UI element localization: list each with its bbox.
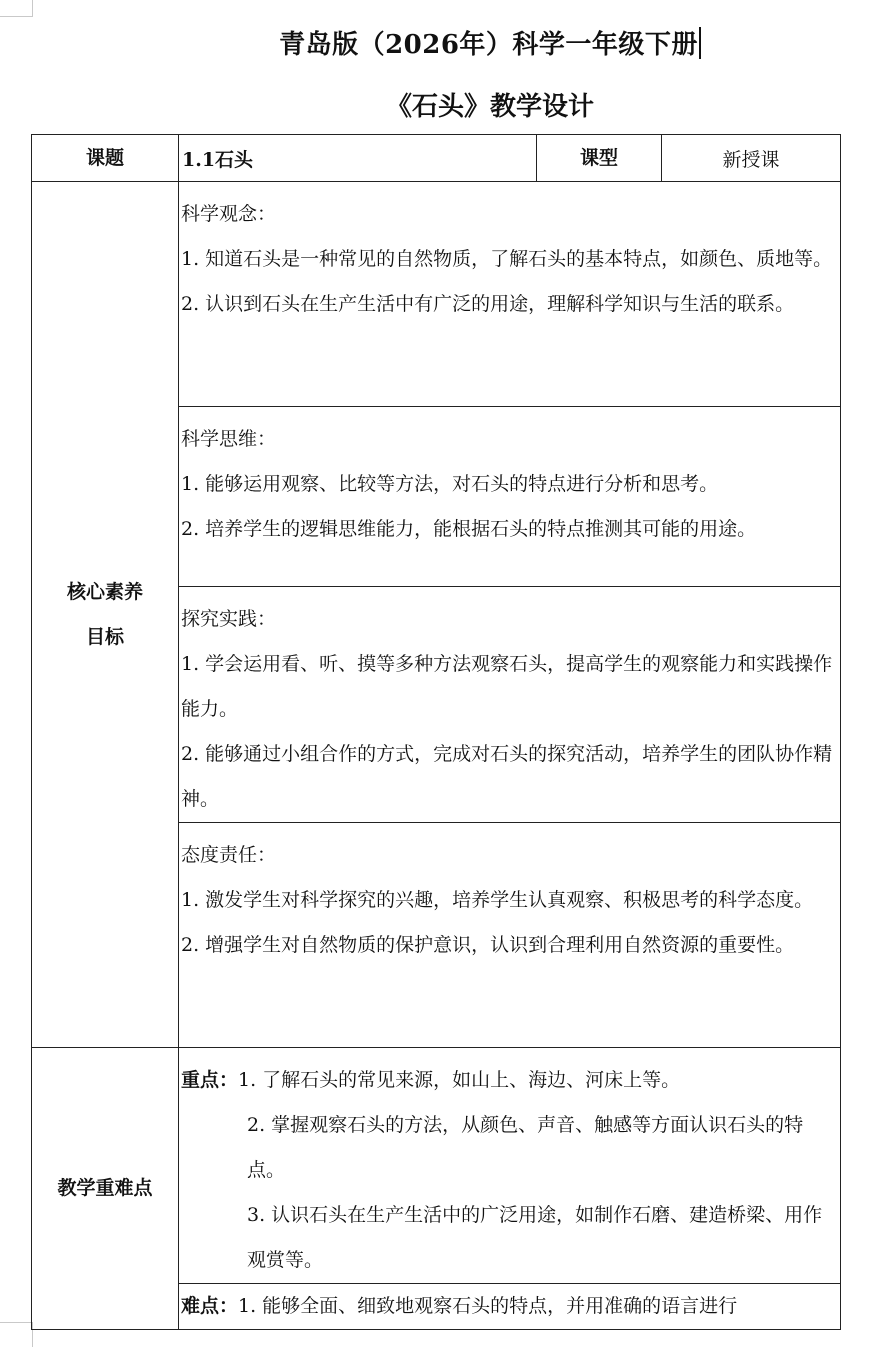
core-label-line1: 核心素养 xyxy=(66,580,143,603)
focus-item: 2. 掌握观察石头的方法，从颜色、声音、触感等方面认识石头的特点。 xyxy=(247,1114,804,1181)
focus-cell[interactable] xyxy=(179,1048,841,1284)
type-value-cell[interactable]: 新授课 xyxy=(662,135,841,182)
section-heading: 探究实践： xyxy=(181,608,277,630)
key-difficulty-label-cell[interactable]: 教学重难点 xyxy=(32,1048,179,1330)
list-item: 2. 认识到石头在生产生活中有广泛的用途，理解科学知识与生活的联系。 xyxy=(181,293,795,315)
focus-label: 重点： xyxy=(181,1069,239,1091)
science-concept-cell[interactable] xyxy=(179,182,841,407)
list-item: 1. 学会运用看、听、摸等多种方法观察石头，提高学生的观察能力和实践操作能力。 xyxy=(181,653,833,720)
page-corner-mark-top xyxy=(0,0,33,17)
list-item: 2. 培养学生的逻辑思维能力，能根据石头的特点推测其可能的用途。 xyxy=(181,518,757,540)
page-corner-mark-bottom xyxy=(0,1322,33,1347)
focus-item: 3. 认识石头在生产生活中的广泛用途，如制作石磨、建造桥梁、用作观赏等。 xyxy=(247,1204,823,1271)
inquiry-practice-cell[interactable] xyxy=(179,587,841,823)
document-title[interactable]: 青岛版（2026年）科学一年级下册 xyxy=(0,24,878,61)
science-thinking-cell[interactable] xyxy=(179,407,841,587)
section-heading: 科学思维： xyxy=(181,428,277,450)
text-cursor xyxy=(699,27,701,59)
section-heading: 态度责任： xyxy=(181,844,277,866)
difficulty-item: 难点：1. 能够全面、细致地观察石头的特点，并用准确的语言进行 xyxy=(181,1295,738,1317)
list-item: 1. 知道石头是一种常见的自然物质，了解石头的基本特点，如颜色、质地等。 xyxy=(181,248,833,270)
list-item: 2. 能够通过小组合作的方式，完成对石头的探究活动，培养学生的团队协作精神。 xyxy=(181,743,833,810)
topic-value-cell[interactable]: 1.1石头 xyxy=(179,135,537,182)
list-item: 1. 能够运用观察、比较等方法，对石头的特点进行分析和思考。 xyxy=(181,473,719,495)
type-label-cell[interactable]: 课型 xyxy=(537,135,662,182)
table-row-key-1 xyxy=(32,1048,841,1284)
focus-item: 重点：1. 了解石头的常见来源，如山上、海边、河床上等。 xyxy=(181,1069,681,1091)
difficulty-label: 难点： xyxy=(181,1295,239,1317)
table-row-header xyxy=(32,135,841,182)
list-item: 2. 增强学生对自然物质的保护意识，认识到合理利用自然资源的重要性。 xyxy=(181,934,795,956)
list-item: 1. 激发学生对科学探究的兴趣，培养学生认真观察、积极思考的科学态度。 xyxy=(181,889,814,911)
difficulty-cell[interactable] xyxy=(179,1284,841,1330)
table-row-core-1 xyxy=(32,182,841,407)
topic-label-cell[interactable]: 课题 xyxy=(32,135,179,182)
section-heading: 科学观念： xyxy=(181,203,277,225)
core-label-line2: 目标 xyxy=(85,625,124,648)
document-subtitle[interactable]: 《石头》教学设计 xyxy=(385,92,594,122)
core-literacy-label-cell[interactable] xyxy=(32,182,179,1048)
attitude-responsibility-cell[interactable] xyxy=(179,823,841,1048)
lesson-plan-table xyxy=(31,134,841,1330)
